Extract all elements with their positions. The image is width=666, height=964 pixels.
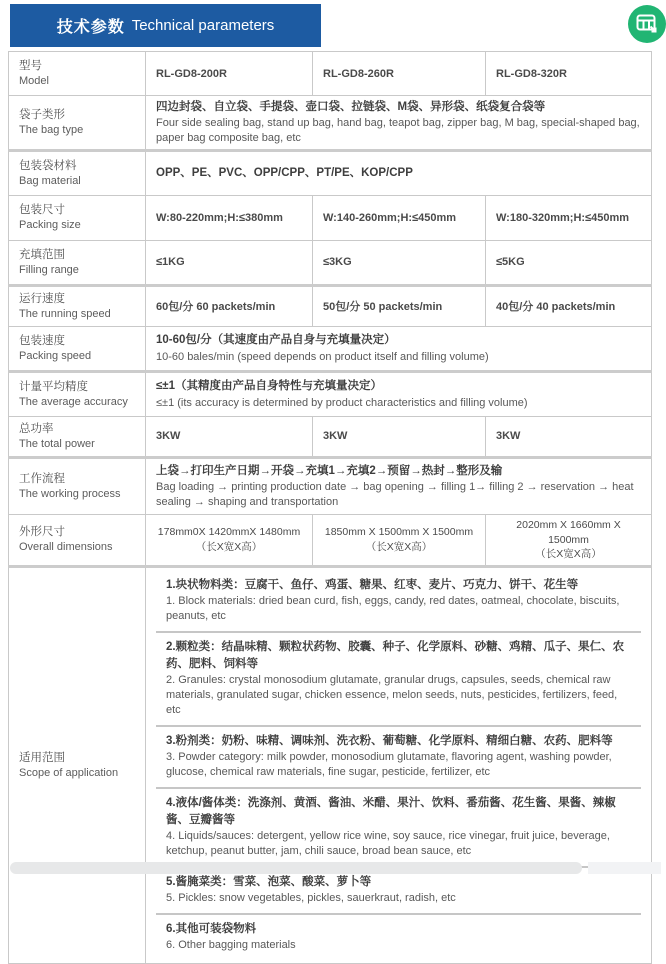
total-power-value-2: 3KW [313, 416, 486, 457]
overall-dimensions-value-1: 178mm0X 1420mmX 1480mm （长X宽X高） [146, 514, 313, 566]
filling-range-value-3: ≤5KG [486, 240, 652, 285]
model-value-3: RL-GD8-320R [486, 52, 652, 96]
scope-items [146, 567, 652, 964]
bottom-decorative-bar-light [588, 862, 661, 874]
bag-material-value: OPP、PE、PVC、OPP/CPP、PT/PE、KOP/CPP [146, 150, 652, 195]
packing-size-value-1: W:80-220mm;H:≤380mm [146, 195, 313, 240]
packing-size-label: 包装尺寸 Packing size [9, 195, 146, 240]
row-scope-of-application [9, 567, 652, 964]
packing-size-value-3: W:180-320mm;H:≤450mm [486, 195, 652, 240]
scope-item-pickles: 5.酱腌菜类：雪菜、泡菜、酸菜、萝卜等 5. Pickles: snow vegetables, pickles, sauerkraut, radish, etc [156, 866, 641, 913]
total-power-label: 总功率 The total power [9, 416, 146, 457]
filling-range-value-2: ≤3KG [313, 240, 486, 285]
packing-speed-label: 包装速度 Packing speed [9, 326, 146, 371]
scope-label: 适用范围 Scope of application [9, 567, 146, 964]
average-accuracy-value: ≤±1（其精度由产品自身特性与充填量决定） ≤±1 (its accuracy is determined by product characteristics and filling volume) [146, 371, 652, 416]
row-running-speed [9, 285, 652, 326]
section-title-en: Technical parameters [131, 17, 275, 34]
table-glyph [636, 14, 658, 35]
row-bag-material [9, 150, 652, 195]
model-value-2: RL-GD8-260R [313, 52, 486, 96]
filling-range-label: 充填范围 Filling range [9, 240, 146, 285]
row-average-accuracy [9, 371, 652, 416]
model-label: 型号 Model [9, 52, 146, 96]
bag-type-label: 袋子类形 The bag type [9, 96, 146, 151]
overall-dimensions-value-2: 1850mm X 1500mm X 1500mm （长X宽X高） [313, 514, 486, 566]
total-power-value-3: 3KW [486, 416, 652, 457]
packing-speed-value: 10-60包/分（其速度由产品自身与充填量决定） 10-60 bales/min (speed depends on product itself and filling volume) [146, 326, 652, 371]
scope-item-powder: 3.粉剂类：奶粉、味精、调味剂、洗衣粉、葡萄糖、化学原料、精细白糖、农药、肥料等 3. Powder category: milk powder, monosodium glutamate, flavoring agent, washing powder, glucose, chemical raw materials, fine sugar, pesticide, fertilizer, etc [156, 725, 641, 787]
scope-item-liquids-sauces: 4.液体/酱体类：洗涤剂、黄酒、酱油、米醋、果汁、饮料、番茄酱、花生酱、果酱、辣椒酱、豆瓣酱等 4. Liquids/sauces: detergent, yellow rice wine, soy sauce, rice vinegar, fruit juice, beverage, ketchup, peanut butter, jam, chili sauce, broad bean sauce, etc [156, 787, 641, 866]
bottom-decorative-bar [10, 862, 582, 874]
scope-item-granules: 2.颗粒类：结晶味精、颗粒状药物、胶囊、种子、化学原料、砂糖、鸡精、瓜子、果仁、农药、肥料、饲料等 2. Granules: crystal monosodium glutamate, granular drugs, capsules, seeds, chemical raw materials, granulated sugar, chicken essence, melon seeds, nuts, pesticides, fertilizers, feed, etc [156, 631, 641, 725]
section-title-zh: 技术参数 [56, 19, 125, 36]
average-accuracy-label: 计量平均精度 The average accuracy [9, 371, 146, 416]
row-filling-range [9, 240, 652, 285]
running-speed-label: 运行速度 The running speed [9, 285, 146, 326]
row-packing-speed [9, 326, 652, 371]
running-speed-value-1: 60包/分 60 packets/min [146, 285, 313, 326]
row-working-process [9, 457, 652, 514]
section-title-banner [10, 4, 321, 47]
working-process-label: 工作流程 The working process [9, 457, 146, 514]
overall-dimensions-value-3: 2020mm X 1660mm X 1500mm （长X宽X高） [486, 514, 652, 566]
model-value-1: RL-GD8-200R [146, 52, 313, 96]
total-power-value-1: 3KW [146, 416, 313, 457]
filling-range-value-1: ≤1KG [146, 240, 313, 285]
bag-type-value: 四边封袋、自立袋、手提袋、壶口袋、拉链袋、M袋、异形袋、纸袋复合袋等 Four side sealing bag, stand up bag, hand bag, teapot bag, zipper bag, M bag, special-shaped bag, paper bag composite bag, etc [146, 96, 652, 151]
scope-item-block-materials: 1.块状物料类：豆腐干、鱼仔、鸡蛋、糖果、红枣、麦片、巧克力、饼干、花生等 1. Block materials: dried bean curd, fish, eggs, candy, red dates, oatmeal, chocolate, biscuits, peanuts, etc [166, 579, 620, 623]
row-overall-dimensions [9, 514, 652, 566]
working-process-value: 上袋→打印生产日期→开袋→充填1→充填2→预留→热封→整形及输 Bag loading → printing production date → bag opening → filling 1→ filling 2 → reservation → heat sealing → shaping and transportation [146, 457, 652, 514]
scope-item-other: 6.其他可装袋物料 6. Other bagging materials [156, 913, 641, 960]
running-speed-value-3: 40包/分 40 packets/min [486, 285, 652, 326]
row-packing-size [9, 195, 652, 240]
row-total-power [9, 416, 652, 457]
technical-parameters-table [8, 51, 652, 964]
packing-size-value-2: W:140-260mm;H:≤450mm [313, 195, 486, 240]
running-speed-value-2: 50包/分 50 packets/min [313, 285, 486, 326]
row-bag-type [9, 96, 652, 151]
bag-material-label: 包装袋材料 Bag material [9, 150, 146, 195]
table-spreadsheet-icon[interactable] [628, 5, 666, 43]
overall-dimensions-label: 外形尺寸 Overall dimensions [9, 514, 146, 566]
row-model [9, 52, 652, 96]
